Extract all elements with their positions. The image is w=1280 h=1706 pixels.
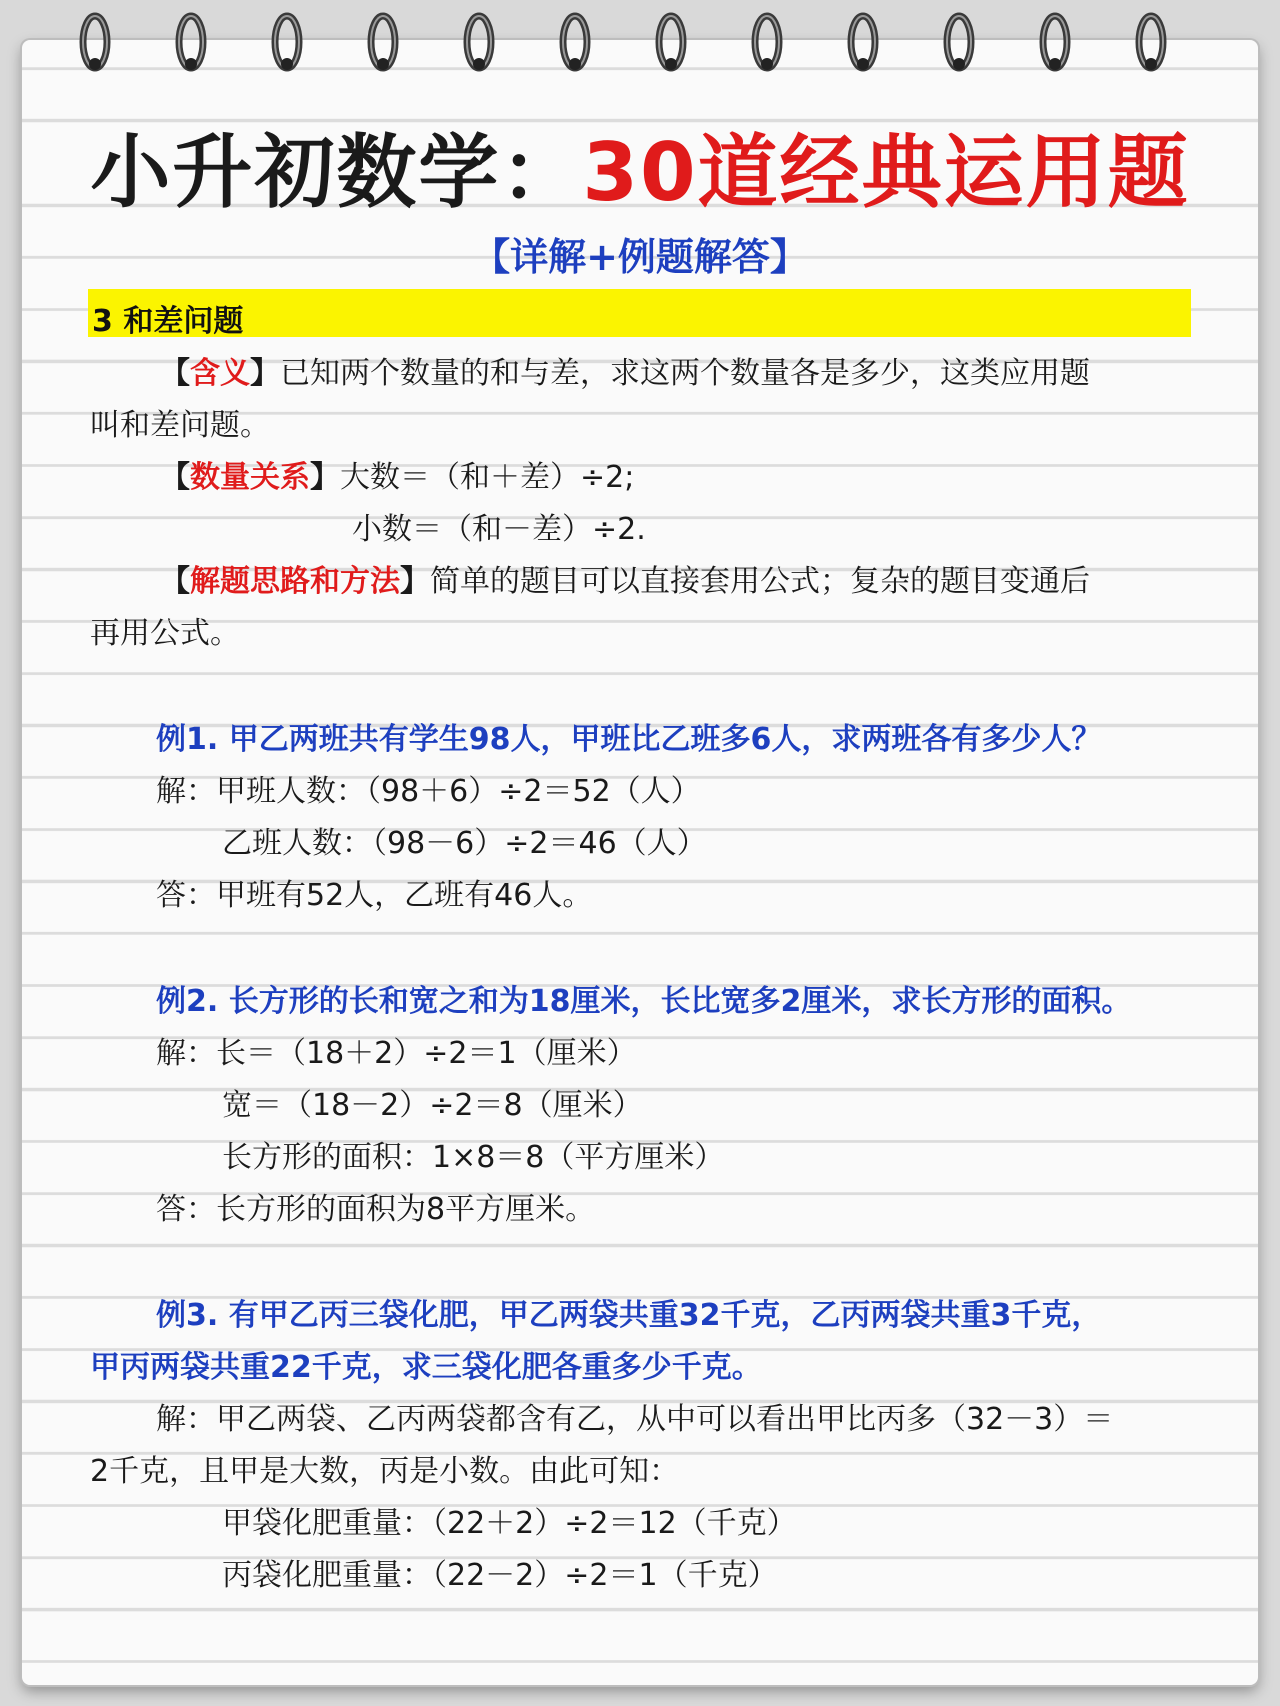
relation-tag: 数量关系 (190, 460, 310, 495)
page-title (0, 108, 1280, 223)
relation-line-2: 小数＝（和－差）÷2. (352, 512, 646, 547)
spiral-ring (846, 12, 880, 72)
example-1-step-1: 解：甲班人数：（98＋6）÷2＝52（人） (156, 774, 701, 809)
spiral-ring (654, 12, 688, 72)
example-2-question: 例2. 长方形的长和宽之和为18厘米，长比宽多2厘米，求长方形的面积。 (156, 984, 1132, 1019)
example-3-step-3: 甲袋化肥重量：（22＋2）÷2＝12（千克） (222, 1506, 797, 1541)
example-3-step-1: 解：甲乙两袋、乙丙两袋都含有乙，从中可以看出甲比丙多（32－3）＝ (156, 1402, 1114, 1437)
method-tag: 解题思路和方法 (190, 564, 400, 599)
relation-line-1: 【数量关系】大数＝（和＋差）÷2; (160, 460, 635, 495)
example-1-answer: 答：甲班有52人，乙班有46人。 (156, 878, 593, 913)
notebook-page (22, 40, 1258, 1685)
example-3-step-4: 丙袋化肥重量：（22－2）÷2＝1（千克） (222, 1558, 778, 1593)
method-line-2: 再用公式。 (90, 616, 240, 651)
example-3-question-2: 甲丙两袋共重22千克，求三袋化肥各重多少千克。 (90, 1350, 762, 1385)
example-2-step-1: 解：长＝（18＋2）÷2＝1（厘米） (156, 1036, 637, 1071)
spiral-ring (750, 12, 784, 72)
method-line-1: 【解题思路和方法】简单的题目可以直接套用公式；复杂的题目变通后 (160, 564, 1090, 599)
title-red: 30道经典运用题 (582, 126, 1190, 219)
spiral-ring (462, 12, 496, 72)
example-1-step-2: 乙班人数：（98－6）÷2＝46（人） (222, 826, 707, 861)
title-black: 小升初数学： (90, 126, 583, 219)
spiral-ring (1134, 12, 1168, 72)
page-subtitle: 【详解+例题解答】 (472, 235, 808, 279)
spiral-ring (942, 12, 976, 72)
section-highlight (88, 289, 1191, 337)
meaning-line-2: 叫和差问题。 (90, 408, 270, 443)
spiral-ring (174, 12, 208, 72)
example-2-answer: 答：长方形的面积为8平方厘米。 (156, 1192, 596, 1227)
example-3-question-1: 例3. 有甲乙丙三袋化肥，甲乙两袋共重32千克，乙丙两袋共重3千克， (156, 1298, 1102, 1333)
example-2-step-2: 宽＝（18－2）÷2＝8（厘米） (222, 1088, 643, 1123)
section-title: 3 和差问题 (92, 304, 244, 339)
spiral-ring (1038, 12, 1072, 72)
spiral-ring (558, 12, 592, 72)
example-1-question: 例1. 甲乙两班共有学生98人，甲班比乙班多6人，求两班各有多少人？ (156, 722, 1102, 757)
meaning-tag: 含义 (190, 356, 250, 391)
meaning-line-1: 【含义】已知两个数量的和与差，求这两个数量各是多少，这类应用题 (160, 356, 1090, 391)
example-3-step-2: 2千克，且甲是大数，丙是小数。由此可知： (90, 1454, 680, 1489)
spiral-ring (270, 12, 304, 72)
spiral-ring (78, 12, 112, 72)
example-2-step-3: 长方形的面积：1×8＝8（平方厘米） (222, 1140, 725, 1175)
spiral-ring (366, 12, 400, 72)
